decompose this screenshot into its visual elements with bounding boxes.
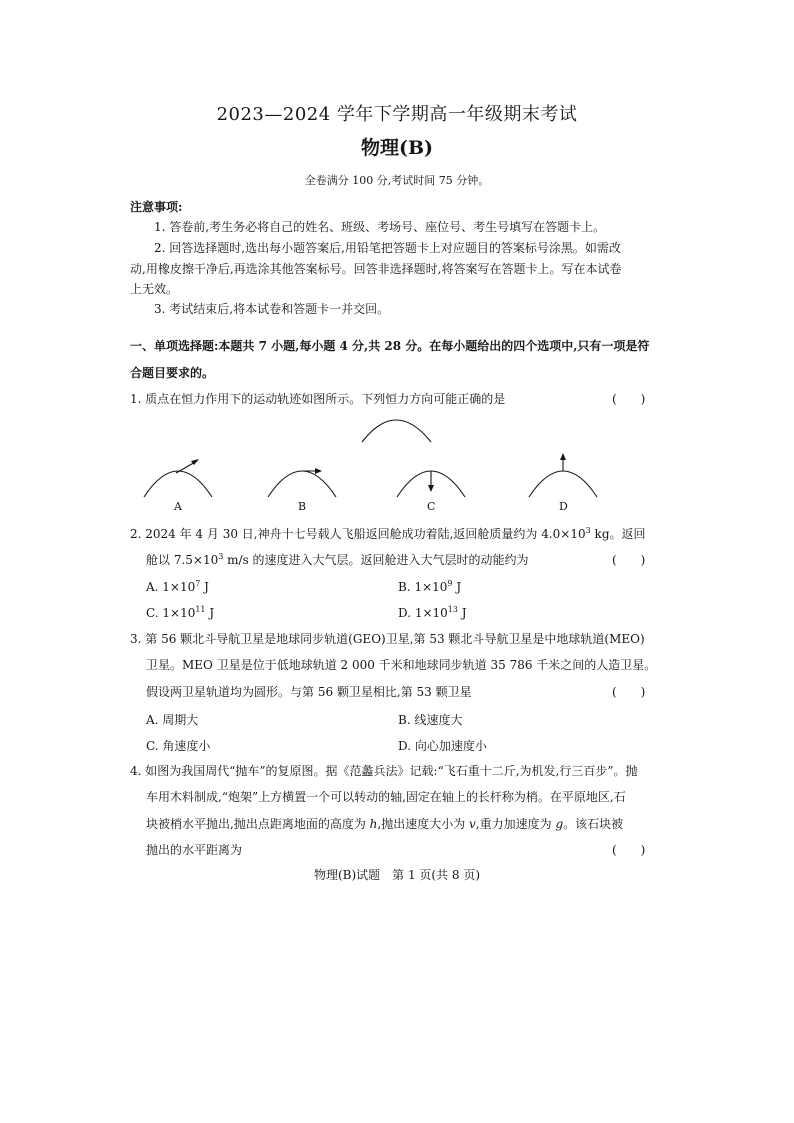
section-1-heading-cont: 合题目要求的。 [130,366,215,380]
page-footer: 物理(B)试题 第 1 页(共 8 页) [313,868,481,882]
option-c-label: C [427,500,436,513]
q4-answer-paren: ( ) [612,843,646,857]
q3-stem-line3: 假设两卫星轨道均为圆形。与第 56 颗卫星相比,第 53 颗卫星 [146,685,472,699]
exam-info: 全卷满分 100 分,考试时间 75 分钟。 [304,174,490,187]
q3-option-a: A. 周期大 [146,713,199,727]
option-d-arc [529,471,597,497]
option-a-arc [144,471,212,497]
q4-stem-line4: 抛出的水平距离为 [146,843,243,857]
notice-item-3: 3. 考试结束后,将本试卷和答题卡一并交回。 [154,302,390,316]
q2-option-a: A. $1\times 10^7$ J [146,579,209,594]
q2-option-b: B. $1\times 10^9$ J [398,579,462,594]
q2-answer-paren: ( ) [612,553,646,567]
notice-item-2-line1: 2. 回答选择题时,选出每小题答案后,用铅笔把答题卡上对应题目的答案标号涂黑。如需改 [154,241,621,255]
q3-option-c: C. 角速度小 [146,739,211,753]
option-d-label: D [559,500,568,513]
q3-answer-paren: ( ) [612,685,646,699]
option-b-arc [268,471,336,497]
notice-item-2-line3: 上无效。 [130,282,179,296]
q2-option-d: D. $1\times 10^{13}$ J [398,605,467,620]
notice-heading: 注意事项: [130,200,183,214]
q3-option-b: B. 线速度大 [398,713,463,727]
option-a-label: A [174,500,182,513]
option-d-arrowhead [560,453,566,460]
q4-stem-line2: 车用木料制成,“炮架”上方横置一个可以转动的轴,固定在轴上的长杆称为梢。在平原地区,石 [146,790,626,804]
subject-title: 物理(B) [360,137,434,159]
reference-trajectory-arc [362,420,431,442]
q2-stem-line2: 舱以 $7.5\times 10^3$ m/s 的速度进入大气层。返回舱进入大气层时的动能约为 [146,552,529,567]
q1-trajectory-figure [0,410,794,520]
notice-item-2-line2: 动,用橡皮擦干净后,再选涂其他答案标号。回答非选择题时,将答案写在答题卡上。写在本试卷 [130,262,622,276]
section-1-heading: 一、单项选择题:本题共 7 小题,每小题 4 分,共 28 分。在每小题给出的四个选项中,只有一项是符 [130,339,650,353]
q2-stem-line1: 2. 2024 年 4 月 30 日,神舟十七号载人飞船返回舱成功着陆,返回舱质量约为 $4.0\times 10^3$ kg。返回 [130,526,646,541]
q1-stem: 1. 质点在恒力作用下的运动轨迹如图所示。下列恒力方向可能正确的是 [130,392,506,406]
option-c-arrowhead [428,485,434,492]
exam-title: 2023—2024 学年下学期高一年级期末考试 [216,104,578,125]
option-b-label: B [298,500,307,513]
option-b-arrowhead [315,468,322,474]
q3-option-d: D. 向心加速度小 [398,739,487,753]
q2-option-c: C. $1\times 10^{11}$ J [146,605,215,620]
notice-item-1: 1. 答卷前,考生务必将自己的姓名、班级、考场号、座位号、考生号填写在答题卡上。 [154,220,606,234]
q1-answer-paren: ( ) [612,392,646,406]
q3-stem-line2: 卫星。MEO 卫星是位于低地球轨道 2 000 千米和地球同步轨道 35 786 千米之间的人造卫星。 [146,658,657,672]
q3-stem-line1: 3. 第 56 颗北斗导航卫星是地球同步轨道(GEO)卫星,第 53 颗北斗导航卫星是中地球轨道(MEO) [130,632,645,646]
q4-stem-line1: 4. 如图为我国周代“抛车”的复原图。据《范蠡兵法》记载:“飞石重十二斤,为机发,行三百步”。抛 [130,764,638,778]
q4-stem-line3: 块被梢水平抛出,抛出点距离地面的高度为 h,抛出速度大小为 v,重力加速度为 g。该石块被 [146,817,624,831]
